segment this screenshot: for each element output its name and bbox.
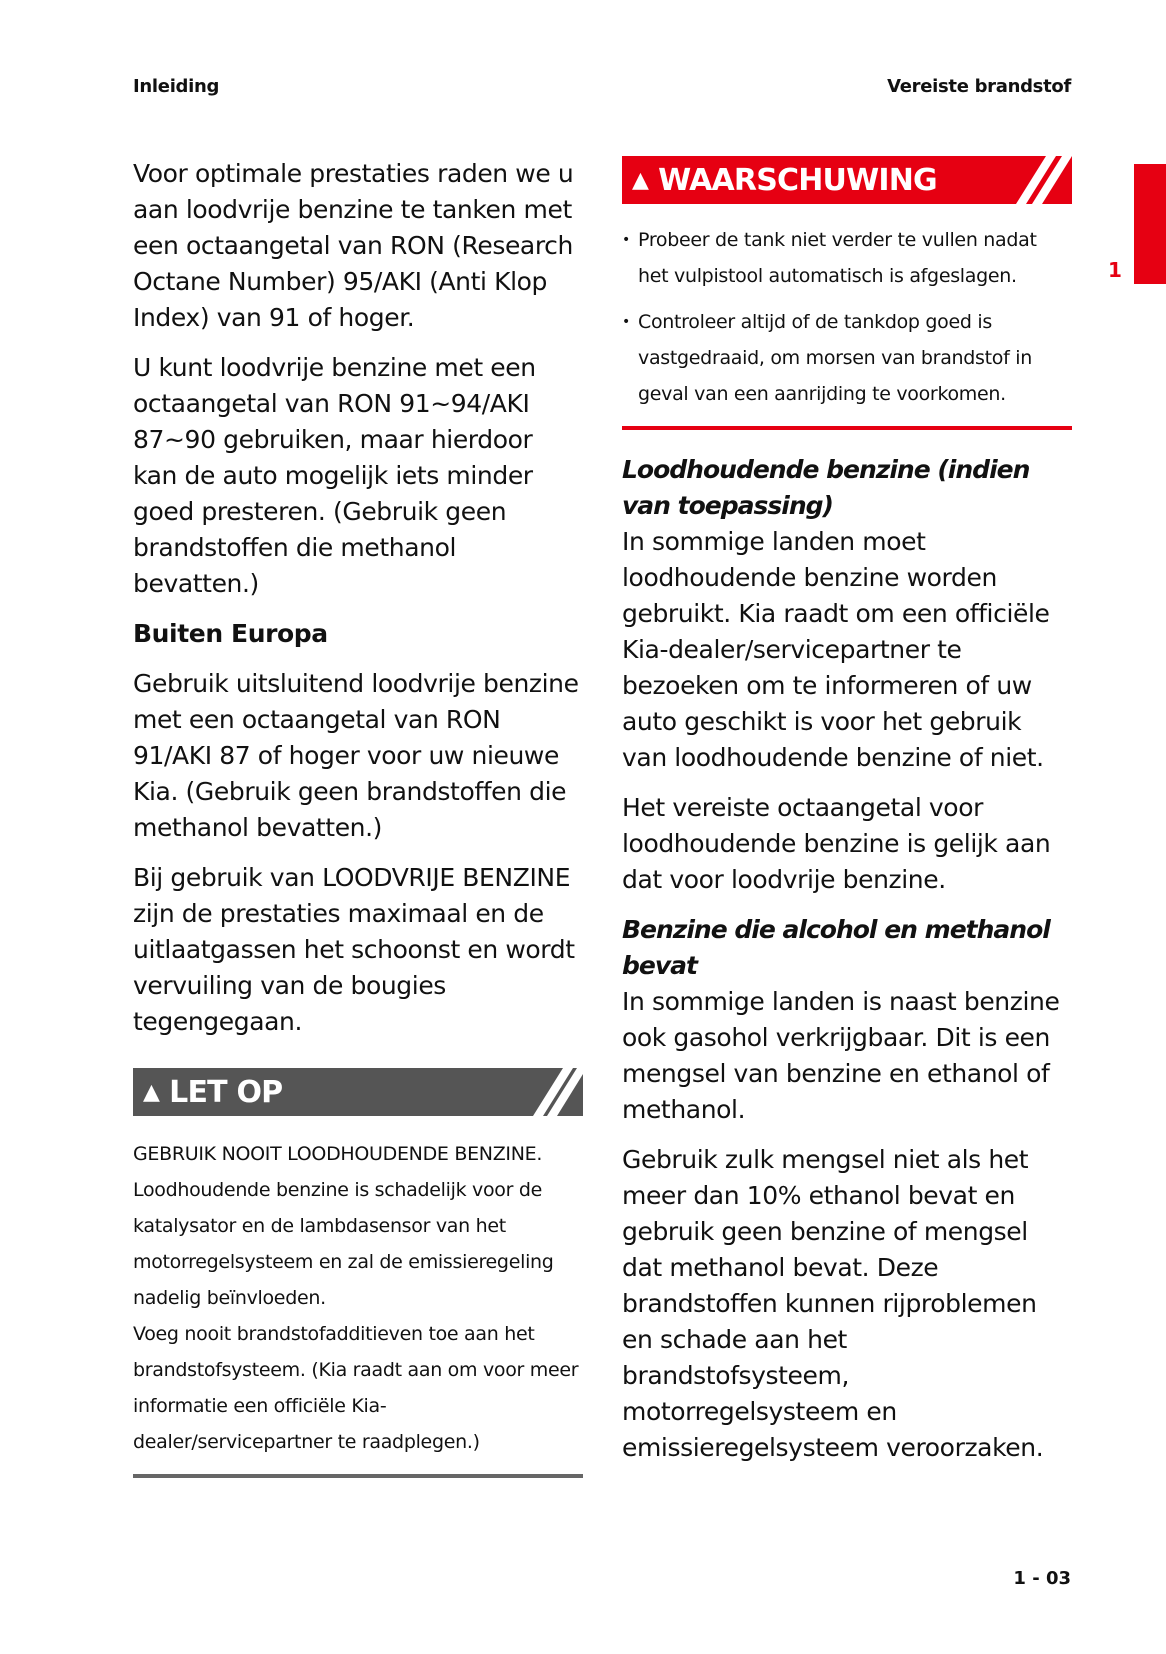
left-column: [133, 156, 583, 1478]
paragraph: In sommige landen moet loodhoudende benzine worden gebruikt. Kia raadt om een officiële Kia-dealer/servicepartner te bezoeken om te informeren of uw auto geschikt is voor het gebruik van loodhoudende benzine of niet.: [622, 527, 1050, 772]
section-heading-leaded: Loodhoudende benzine (indien van toepassing): [622, 455, 1030, 520]
warning-title: WAARSCHUWING: [658, 162, 937, 198]
warning-banner: [622, 156, 1072, 204]
slash-stripes-icon: [992, 156, 1072, 204]
subheading-outside-europe: Buiten Europa: [133, 619, 328, 648]
paragraph: Gebruik zulk mengsel niet als het meer dan 10% ethanol bevat en gebruik geen benzine of mengsel dat methanol bevat. Deze brandstoffen kunnen rijproblemen en schade aan het brandstofsysteem, motorregelsysteem en emissieregelsysteem veroorzaken.: [622, 1145, 1044, 1462]
caution-text: [133, 1136, 583, 1460]
paragraph: Het vereiste octaangetal voor loodhoudende benzine is gelijk aan dat voor loodvrije benzine.: [622, 793, 1051, 894]
chapter-tab-marker: [1134, 164, 1166, 284]
warning-list: [622, 222, 1072, 412]
right-column: [622, 156, 1072, 1480]
paragraph: U kunt loodvrije benzine met een octaangetal van RON 91~94/AKI 87~90 gebruiken, maar hierdoor kan de auto mogelijk iets minder goed presteren. (Gebruik geen brandstoffen die methanol bevatten.): [133, 353, 536, 598]
caution-end-rule: [133, 1474, 583, 1478]
paragraph: Gebruik uitsluitend loodvrije benzine met een octaangetal van RON 91/AKI 87 of hoger voor uw nieuwe Kia. (Gebruik geen brandstoffen die methanol bevatten.): [133, 669, 579, 842]
warning-item: • Probeer de tank niet verder te vullen nadat het vulpistool automatisch is afgeslagen.: [622, 222, 1072, 294]
warning-item: • Controleer altijd of de tankdop goed is vastgedraaid, om morsen van brandstof in geval van een aanrijding te voorkomen.: [622, 304, 1072, 412]
paragraph: In sommige landen is naast benzine ook gasohol verkrijgbaar. Dit is een mengsel van benzine en ethanol of methanol.: [622, 987, 1060, 1124]
caution-box: [133, 1068, 583, 1478]
slash-stripes-icon: [503, 1068, 583, 1116]
warning-triangle-icon: ▲: [632, 167, 649, 193]
caution-line: Loodhoudende benzine is schadelijk voor de katalysator en de lambdasensor van het motorregelsysteem en zal de emissieregeling nadelig beïnvloeden.: [133, 1179, 554, 1309]
warning-triangle-icon: ▲: [143, 1079, 160, 1105]
caution-line: GEBRUIK NOOIT LOODHOUDENDE BENZINE.: [133, 1143, 543, 1165]
warning-end-rule: [622, 426, 1072, 430]
running-header-section: Inleiding: [133, 76, 220, 97]
caution-title: LET OP: [169, 1074, 283, 1110]
caution-line: Voeg nooit brandstofadditieven toe aan het brandstofsysteem. (Kia raadt aan om voor meer informatie een officiële Kia-dealer/servicepartner te raadplegen.): [133, 1323, 579, 1453]
chapter-number: 1: [1108, 258, 1122, 282]
page-number: 1 - 03: [1013, 1568, 1071, 1589]
paragraph: Voor optimale prestaties raden we u aan loodvrije benzine te tanken met een octaangetal van RON (Research Octane Number) 95/AKI (Anti Klop Index) van 91 of hoger.: [133, 159, 574, 332]
section-heading-alcohol: Benzine die alcohol en methanol bevat: [622, 915, 1050, 980]
paragraph: Bij gebruik van LOODVRIJE BENZINE zijn de prestaties maximaal en de uitlaatgassen het schoonst en wordt vervuiling van de bougies tegengegaan.: [133, 863, 575, 1036]
running-header-topic: Vereiste brandstof: [887, 76, 1071, 97]
caution-banner: [133, 1068, 583, 1116]
